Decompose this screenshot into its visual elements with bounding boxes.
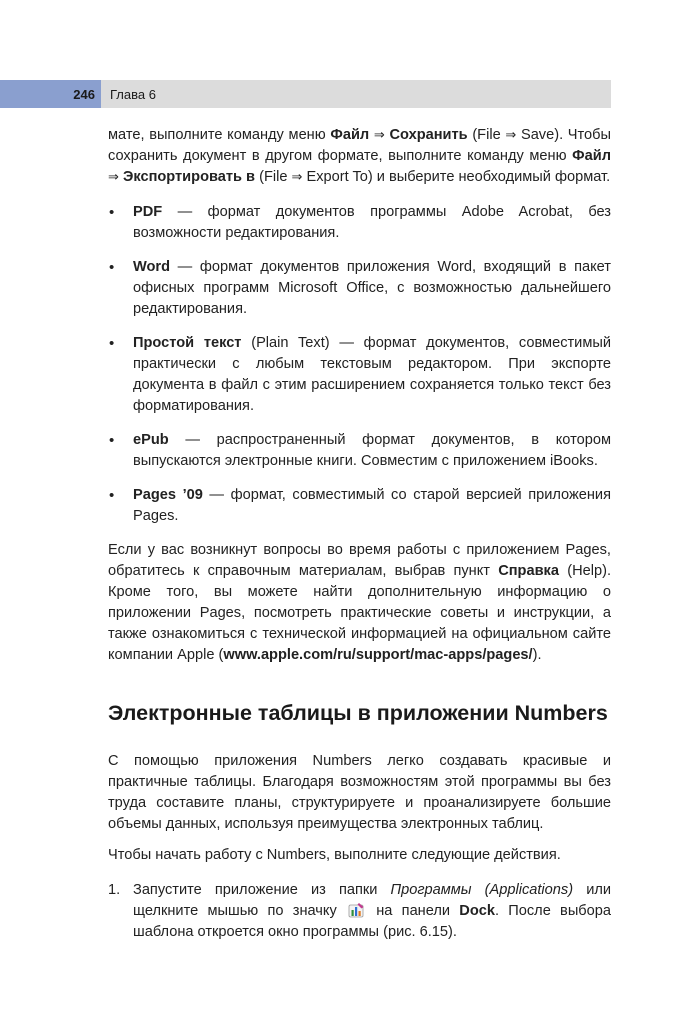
support-url: www.apple.com/ru/support/mac-apps/pages/ — [223, 647, 533, 663]
applications-folder: Программы (Applications) — [390, 882, 574, 898]
bullet-icon: • — [109, 335, 115, 352]
list-item: • Pages ’09 — формат, совместимый со старой версией приложения Pages. — [109, 487, 611, 524]
menu-save: Сохранить — [389, 127, 468, 143]
menu-help: Справка — [498, 563, 559, 579]
section-paragraph: С помощью приложения Numbers легко создавать красивые и практичные таблицы. Благодаря возможностям этой программы вы без труда составите планы, структурируете и проанализируете большие объемы данных, используя преимущества электронных таблиц. — [108, 753, 611, 832]
numbers-app-icon — [348, 901, 365, 918]
format-list — [108, 202, 611, 527]
intro-paragraph: мате, выполните команду меню Файл ⇒ Сохранить (File ⇒ Save). Чтобы сохранить документ в другом формате, выполните команду меню Файл ⇒ Экспортировать в (File ⇒ Export To) и выберите необходимый формат. — [108, 127, 612, 185]
steps-intro: Чтобы начать работу с Numbers, выполните следующие действия. — [108, 847, 561, 863]
list-item: • ePub — распространенный формат документов, в котором выпускаются электронные книги. Совместим с приложением iBooks. — [109, 432, 611, 469]
dock-label: Dock — [459, 903, 495, 919]
arrow-icon: ⇒ — [505, 128, 517, 143]
steps-list — [108, 880, 611, 943]
menu-file: Файл — [330, 127, 370, 143]
list-item: • Word — формат документов приложения Word, входящий в пакет офисных программ Microsoft Office, с возможностью дальнейшего редактирования. — [109, 259, 611, 317]
chapter-title: Глава 6 — [101, 80, 611, 108]
page-number: 246 — [0, 80, 101, 108]
menu-file: Файл — [572, 148, 611, 164]
section-heading: Электронные таблицы в приложении Numbers — [108, 701, 608, 725]
arrow-icon: ⇒ — [373, 128, 385, 143]
list-item: 1. Запустите приложение из папки Программы (Applications) или щелкните мышью по значку на панели Dock. После выбора шаблона откроется окно программы (рис. 6.15). — [108, 882, 612, 940]
list-item: • PDF — формат документов программы Adobe Acrobat, без возможности редактирования. — [109, 204, 611, 241]
page-content — [108, 125, 611, 943]
menu-export: Экспортировать в — [122, 169, 256, 185]
help-paragraph: Если у вас возникнут вопросы во время работы с приложением Pages, обратитесь к справочным материалам, выбрав пункт Справка (Help). Кроме того, вы можете найти дополнительную информацию о приложении Pages, посмотреть практические советы и инструкции, а также ознакомиться с технической информацией на официальном сайте компании Apple (www.apple.com/ru/support/mac-apps/pages/). — [108, 542, 612, 663]
bullet-icon: • — [109, 259, 115, 276]
list-item: • Простой текст (Plain Text) — формат документов, совместимый практически с любым текстовым редактором. При экспорте документа в файл с этим расширением сохраняется только текст без форматирования. — [109, 335, 612, 414]
bullet-icon: • — [109, 487, 115, 504]
arrow-icon: ⇒ — [291, 170, 303, 185]
bullet-icon: • — [109, 432, 115, 449]
running-header — [0, 80, 611, 108]
arrow-icon: ⇒ — [108, 170, 119, 185]
bullet-icon: • — [109, 204, 115, 221]
